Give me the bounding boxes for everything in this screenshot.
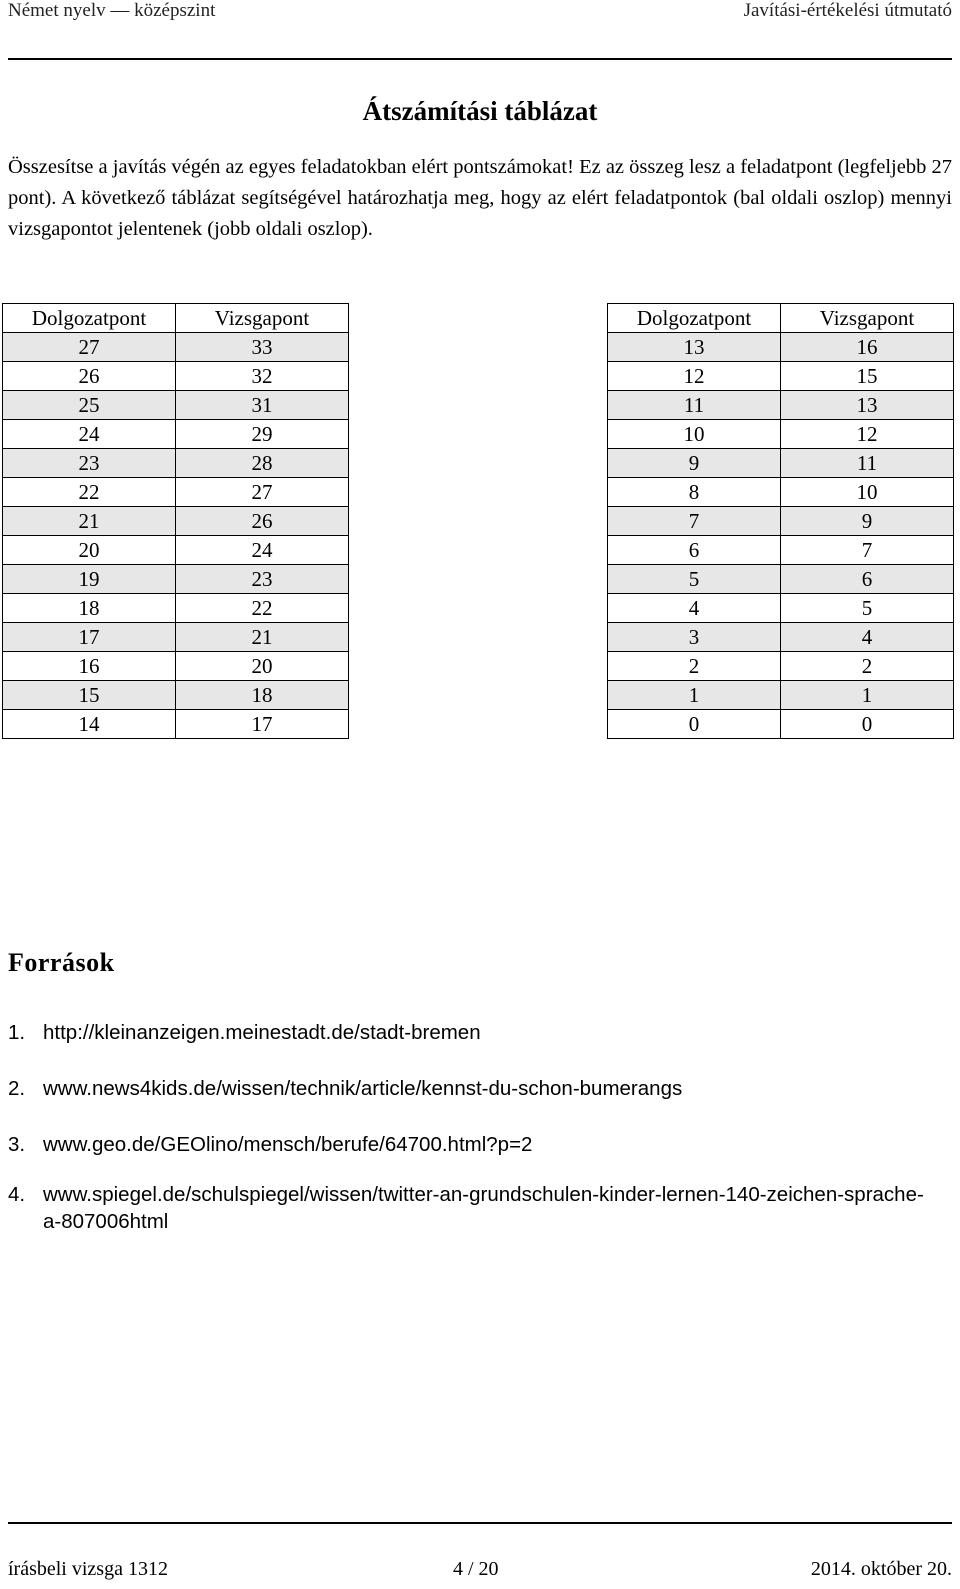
dolgozatpont-cell: 8 — [608, 478, 781, 507]
dolgozatpont-cell: 0 — [608, 710, 781, 739]
dolgozatpont-cell: 25 — [3, 391, 176, 420]
table-row — [3, 536, 349, 565]
vizsgapont-cell: 2 — [781, 652, 954, 681]
page-number: 4 / 20 — [453, 1558, 499, 1580]
header-divider — [8, 58, 952, 60]
header-subject: Német nyelv — középszint — [8, 0, 216, 21]
vizsgapont-cell: 13 — [781, 391, 954, 420]
table-row — [3, 391, 349, 420]
vizsgapont-cell: 9 — [781, 507, 954, 536]
table-row — [608, 420, 954, 449]
vizsgapont-cell: 1 — [781, 681, 954, 710]
table-row — [608, 478, 954, 507]
dolgozatpont-cell: 15 — [3, 681, 176, 710]
table-row — [3, 362, 349, 391]
source-item — [8, 1131, 938, 1158]
dolgozatpont-cell: 12 — [608, 362, 781, 391]
dolgozatpont-cell: 10 — [608, 420, 781, 449]
vizsgapont-cell: 28 — [176, 449, 349, 478]
dolgozatpont-cell: 14 — [3, 710, 176, 739]
table-row — [3, 710, 349, 739]
dolgozatpont-cell: 9 — [608, 449, 781, 478]
vizsgapont-cell: 22 — [176, 594, 349, 623]
dolgozatpont-cell: 1 — [608, 681, 781, 710]
dolgozatpont-cell: 6 — [608, 536, 781, 565]
table-row — [608, 710, 954, 739]
table-row — [608, 333, 954, 362]
table-row — [3, 478, 349, 507]
dolgozatpont-cell: 13 — [608, 333, 781, 362]
source-number: 2. — [8, 1077, 26, 1100]
conversion-table-right — [607, 303, 954, 739]
source-link[interactable]: www.geo.de/GEOlino/mensch/berufe/64700.html?p=2 — [43, 1133, 533, 1156]
vizsgapont-cell: 7 — [781, 536, 954, 565]
table-row — [608, 391, 954, 420]
dolgozatpont-cell: 23 — [3, 449, 176, 478]
dolgozatpont-cell: 7 — [608, 507, 781, 536]
table-row — [3, 449, 349, 478]
source-item — [8, 1181, 938, 1235]
vizsgapont-cell: 26 — [176, 507, 349, 536]
table-row — [3, 420, 349, 449]
column-header-dolgozatpont: Dolgozatpont — [608, 304, 781, 333]
page-header — [0, 0, 960, 40]
vizsgapont-cell: 31 — [176, 391, 349, 420]
table-row — [608, 449, 954, 478]
vizsgapont-cell: 0 — [781, 710, 954, 739]
dolgozatpont-cell: 27 — [3, 333, 176, 362]
dolgozatpont-cell: 20 — [3, 536, 176, 565]
header-doc-type: Javítási-értékelési útmutató — [743, 0, 952, 21]
dolgozatpont-cell: 5 — [608, 565, 781, 594]
footer-divider — [8, 1522, 952, 1524]
vizsgapont-cell: 24 — [176, 536, 349, 565]
table-row — [608, 536, 954, 565]
dolgozatpont-cell: 4 — [608, 594, 781, 623]
dolgozatpont-cell: 21 — [3, 507, 176, 536]
source-number: 3. — [8, 1133, 26, 1156]
dolgozatpont-cell: 3 — [608, 623, 781, 652]
source-item — [8, 1019, 938, 1046]
vizsgapont-cell: 18 — [176, 681, 349, 710]
vizsgapont-cell: 33 — [176, 333, 349, 362]
table-row — [3, 565, 349, 594]
column-header-vizsgapont: Vizsgapont — [176, 304, 349, 333]
dolgozatpont-cell: 18 — [3, 594, 176, 623]
vizsgapont-cell: 32 — [176, 362, 349, 391]
dolgozatpont-cell: 26 — [3, 362, 176, 391]
vizsgapont-cell: 15 — [781, 362, 954, 391]
sources-heading: Források — [8, 948, 115, 977]
table-row — [608, 362, 954, 391]
source-link[interactable]: www.news4kids.de/wissen/technik/article/kennst-du-schon-bumerangs — [43, 1077, 683, 1100]
vizsgapont-cell: 16 — [781, 333, 954, 362]
dolgozatpont-cell: 2 — [608, 652, 781, 681]
vizsgapont-cell: 23 — [176, 565, 349, 594]
vizsgapont-cell: 17 — [176, 710, 349, 739]
table-row — [3, 681, 349, 710]
dolgozatpont-cell: 17 — [3, 623, 176, 652]
column-header-vizsgapont: Vizsgapont — [781, 304, 954, 333]
vizsgapont-cell: 20 — [176, 652, 349, 681]
intro-paragraph: Összesítse a javítás végén az egyes feladatokban elért pontszámokat! Ez az összeg lesz a feladatpont (legfeljebb 27 pont). A következő táblázat segítségével határozhatja meg, hogy az elért feladatpontok (bal oldali oszlop) mennyi vizsgapontot jelentenek (jobb oldali oszlop). — [8, 156, 952, 240]
table-row — [608, 507, 954, 536]
vizsgapont-cell: 10 — [781, 478, 954, 507]
source-link[interactable]: http://kleinanzeigen.meinestadt.de/stadt-bremen — [43, 1021, 481, 1044]
vizsgapont-cell: 5 — [781, 594, 954, 623]
table-row — [3, 623, 349, 652]
vizsgapont-cell: 11 — [781, 449, 954, 478]
table-row — [3, 594, 349, 623]
dolgozatpont-cell: 16 — [3, 652, 176, 681]
conversion-table-left — [2, 303, 349, 739]
dolgozatpont-cell: 11 — [608, 391, 781, 420]
dolgozatpont-cell: 24 — [3, 420, 176, 449]
page-title: Átszámítási táblázat — [362, 96, 598, 126]
vizsgapont-cell: 21 — [176, 623, 349, 652]
dolgozatpont-cell: 19 — [3, 565, 176, 594]
vizsgapont-cell: 6 — [781, 565, 954, 594]
vizsgapont-cell: 4 — [781, 623, 954, 652]
table-row — [3, 333, 349, 362]
vizsgapont-cell: 29 — [176, 420, 349, 449]
source-number: 4. — [8, 1183, 26, 1206]
dolgozatpont-cell: 22 — [3, 478, 176, 507]
footer-exam-id: írásbeli vizsga 1312 — [8, 1558, 168, 1580]
source-number: 1. — [8, 1021, 26, 1044]
table-row — [608, 652, 954, 681]
column-header-dolgozatpont: Dolgozatpont — [3, 304, 176, 333]
source-link[interactable]: www.spiegel.de/schulspiegel/wissen/twitter-an-grundschulen-kinder-lernen-140-zeichen-sprache-a-807006html — [43, 1183, 924, 1233]
footer-date: 2014. október 20. — [810, 1558, 952, 1580]
source-item — [8, 1075, 938, 1102]
table-row — [3, 652, 349, 681]
table-row — [608, 623, 954, 652]
vizsgapont-cell: 27 — [176, 478, 349, 507]
table-row — [608, 565, 954, 594]
table-row — [608, 594, 954, 623]
vizsgapont-cell: 12 — [781, 420, 954, 449]
table-row — [3, 507, 349, 536]
table-row — [608, 681, 954, 710]
